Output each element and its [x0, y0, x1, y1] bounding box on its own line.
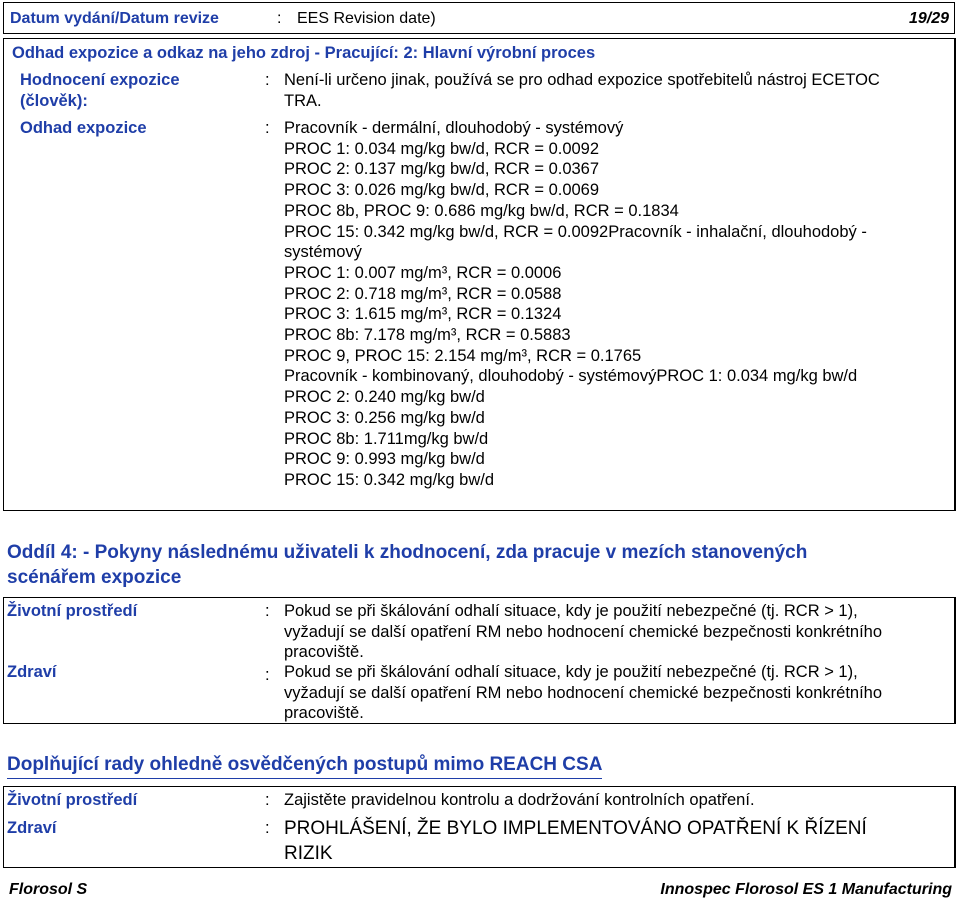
estimate-line: PROC 2: 0.718 mg/m³, RCR = 0.0588	[284, 284, 562, 303]
heading-text: Doplňující rady ohledně osvědčených postupů mimo REACH CSA	[7, 754, 603, 775]
revision-date-label: Datum vydání/Datum revize	[10, 10, 219, 27]
estimate-line: PROC 3: 1.615 mg/m³, RCR = 0.1324	[284, 305, 562, 324]
row-colon: :	[265, 819, 270, 837]
label-line: Hodnocení expozice	[20, 71, 180, 89]
estimate-line: PROC 1: 0.007 mg/m³, RCR = 0.0006	[284, 263, 562, 282]
revision-date-value: EES Revision date)	[297, 10, 436, 27]
heading-underline	[7, 778, 602, 779]
page-number: 19/29	[908, 10, 949, 27]
row-colon: :	[265, 119, 270, 137]
estimate-line: PROC 8b, PROC 9: 0.686 mg/kg bw/d, RCR = 0.1834	[284, 201, 679, 220]
text-line: TRA.	[284, 91, 322, 110]
section-5-heading	[7, 754, 602, 779]
estimate-line: PROC 2: 0.240 mg/kg bw/d	[284, 388, 485, 407]
estimate-line: PROC 3: 0.256 mg/kg bw/d	[284, 408, 485, 427]
exposure-assessment-label	[20, 70, 180, 112]
exposure-estimate-label: Odhad expozice	[20, 119, 147, 137]
exposure-estimate-values	[284, 118, 867, 491]
health-label: Zdraví	[7, 819, 57, 837]
text-line: Není-li určeno jinak, používá se pro odhad expozice spotřebitelů nástroj ECETOC	[284, 71, 880, 89]
row-colon: :	[265, 602, 270, 620]
guidance-line: Pokud se při škálování odhalí situace, kdy je použití nebezpečné (tj. RCR > 1),	[284, 602, 858, 620]
environment-guidance-text	[284, 601, 882, 663]
estimate-line: PROC 8b: 7.178 mg/m³, RCR = 0.5883	[284, 326, 571, 345]
health-guidance-text	[284, 662, 882, 724]
section-4-heading	[7, 540, 952, 590]
estimate-line: Pracovník - kombinovaný, dlouhodobý - systémovýPROC 1: 0.034 mg/kg bw/d	[284, 367, 858, 386]
footer-document-title: Innospec Florosol ES 1 Manufacturing	[660, 881, 952, 898]
environment-label: Životní prostředí	[7, 602, 138, 620]
health-advice-text	[284, 816, 867, 866]
guidance-line: vyžadují se další opatření RM nebo hodnocení chemické bezpečnosti konkrétního	[284, 683, 883, 702]
advice-line: PROHLÁŠENÍ, ŽE BYLO IMPLEMENTOVÁNO OPATŘENÍ K ŘÍZENÍ	[284, 818, 867, 839]
heading-line: scénářem expozice	[7, 567, 182, 588]
header-colon: :	[277, 10, 282, 27]
footer-product-name: Florosol S	[9, 881, 88, 898]
estimate-line: PROC 9, PROC 15: 2.154 mg/m³, RCR = 0.1765	[284, 346, 642, 365]
estimate-line: systémový	[284, 243, 362, 262]
estimate-line: PROC 15: 0.342 mg/kg bw/d	[284, 470, 495, 489]
row-colon: :	[265, 71, 270, 89]
exposure-assessment-text	[284, 70, 880, 111]
guidance-line: pracoviště.	[284, 643, 364, 662]
estimate-line: PROC 3: 0.026 mg/kg bw/d, RCR = 0.0069	[284, 181, 600, 200]
row-colon: :	[265, 666, 270, 684]
estimate-line: PROC 1: 0.034 mg/kg bw/d, RCR = 0.0092	[284, 139, 600, 158]
environment-advice-text: Zajistěte pravidelnou kontrolu a dodržování kontrolních opatření.	[284, 791, 755, 809]
estimate-line: PROC 15: 0.342 mg/kg bw/d, RCR = 0.0092Pracovník - inhalační, dlouhodobý -	[284, 222, 867, 241]
estimate-line: PROC 9: 0.993 mg/kg bw/d	[284, 450, 485, 469]
estimate-line: PROC 2: 0.137 mg/kg bw/d, RCR = 0.0367	[284, 160, 600, 179]
row-colon: :	[265, 791, 270, 809]
guidance-line: Pokud se při škálování odhalí situace, kdy je použití nebezpečné (tj. RCR > 1),	[284, 663, 858, 681]
heading-line: Oddíl 4: - Pokyny následnému uživateli k zhodnocení, zda pracuje v mezích stanovených	[7, 542, 808, 563]
document-header	[3, 2, 955, 34]
estimate-line: Pracovník - dermální, dlouhodobý - systémový	[284, 119, 624, 137]
exposure-block-title: Odhad expozice a odkaz na jeho zdroj - Pracující: 2: Hlavní výrobní proces	[12, 44, 596, 62]
guidance-line: pracoviště.	[284, 704, 364, 723]
advice-line: RIZIK	[284, 843, 333, 864]
guidance-line: vyžadují se další opatření RM nebo hodnocení chemické bezpečnosti konkrétního	[284, 622, 883, 641]
label-line: (člověk):	[20, 92, 88, 110]
environment-label: Životní prostředí	[7, 791, 138, 809]
health-label: Zdraví	[7, 663, 57, 681]
estimate-line: PROC 8b: 1.711mg/kg bw/d	[284, 429, 489, 448]
